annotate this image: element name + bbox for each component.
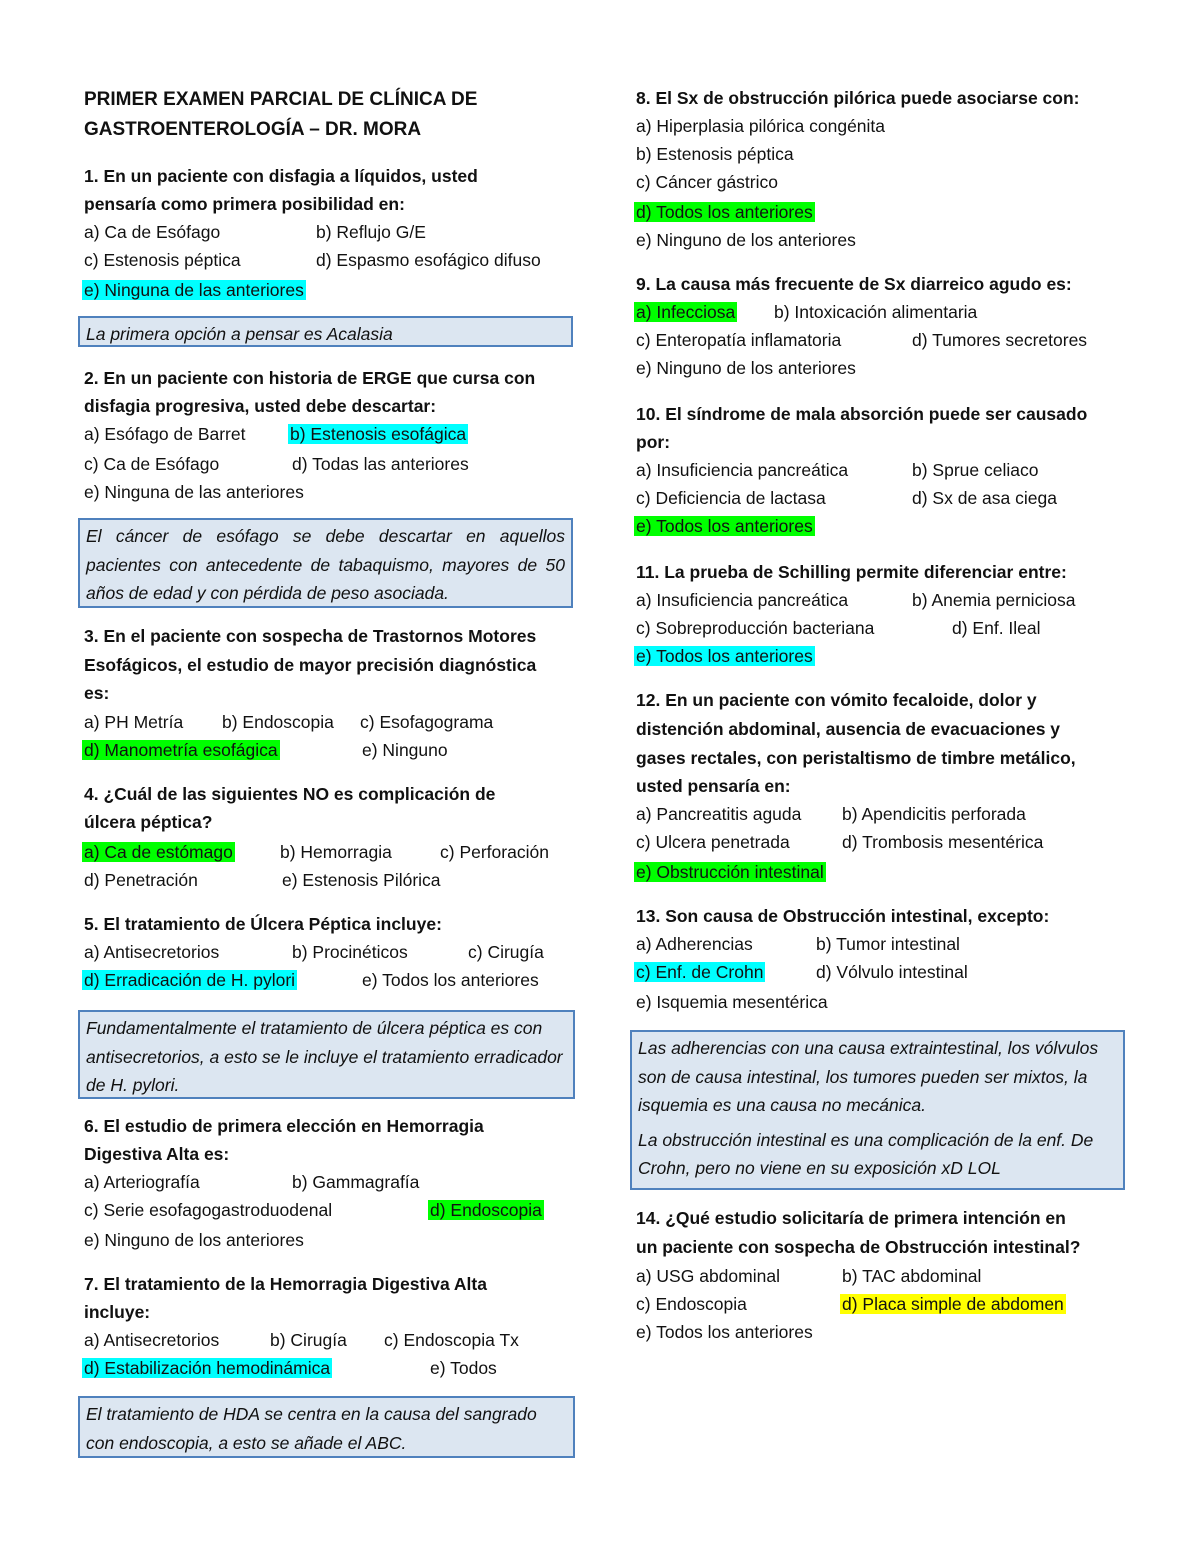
option-c: c) Endoscopia	[636, 1294, 747, 1314]
option-c: c) Serie esofagogastroduodenal	[84, 1200, 333, 1220]
question-stem: 11. La prueba de Schilling permite diferenciar entre:	[636, 562, 1067, 582]
question-stem: 5. El tratamiento de Úlcera Péptica incluye:	[84, 914, 442, 934]
option-b: b) Estenosis péptica	[636, 144, 794, 164]
option-c: c) Deficiencia de lactasa	[636, 488, 826, 508]
answer-highlight: a) Ca de estómago	[84, 842, 233, 862]
option-d	[428, 1196, 544, 1224]
question-stem: 1. En un paciente con disfagia a líquidos, usted	[84, 166, 478, 186]
option-d: d) Penetración	[84, 870, 198, 890]
option-c: c) Endoscopia Tx	[384, 1330, 519, 1350]
question-stem: por:	[636, 432, 671, 452]
option-e: e) Todos	[430, 1358, 497, 1378]
question-stem: 3. En el paciente con sospecha de Trastornos Motores	[84, 626, 537, 646]
option-b: b) Anemia perniciosa	[912, 590, 1076, 610]
explanation-note	[78, 518, 573, 608]
option-d	[82, 966, 297, 994]
option-b: b) Hemorragia	[280, 842, 392, 862]
option-e: e) Ninguna de las anteriores	[84, 482, 304, 502]
note-text: La primera opción a pensar es Acalasia	[86, 324, 393, 344]
option-a: a) USG abdominal	[636, 1266, 780, 1286]
question-stem: usted pensaría en:	[636, 776, 791, 796]
note-text: El tratamiento de HDA se centra en la causa del sangrado con endoscopia, a esto se añade el ABC.	[86, 1404, 537, 1453]
option-b: b) Cirugía	[270, 1330, 347, 1350]
option-c: c) Estenosis péptica	[84, 250, 241, 270]
question-stem: un paciente con sospecha de Obstrucción intestinal?	[636, 1237, 1081, 1257]
option-e: e) Ninguno de los anteriores	[636, 230, 856, 250]
option-a: a) Pancreatitis aguda	[636, 804, 802, 824]
answer-highlight: d) Endoscopia	[430, 1200, 542, 1220]
answer-highlight: c) Enf. de Crohn	[636, 962, 764, 982]
option-c: c) Perforación	[440, 842, 549, 862]
option-d: d) Tumores secretores	[912, 330, 1088, 350]
question-stem: 8. El Sx de obstrucción pilórica puede asociarse con:	[636, 88, 1080, 108]
option-c: c) Cirugía	[468, 942, 544, 962]
question-stem: Esofágicos, el estudio de mayor precisión diagnóstica	[84, 655, 537, 675]
option-d	[82, 736, 280, 764]
option-a: a) Insuficiencia pancreática	[636, 460, 849, 480]
option-c: c) Esofagograma	[360, 712, 494, 732]
option-a: a) Hiperplasia pilórica congénita	[636, 116, 886, 136]
answer-highlight: d) Erradicación de H. pylori	[84, 970, 296, 990]
option-e: e) Isquemia mesentérica	[636, 992, 828, 1012]
question-stem: 6. El estudio de primera elección en Hemorragia	[84, 1116, 484, 1136]
option-b: b) Procinéticos	[292, 942, 408, 962]
explanation-note	[78, 1010, 575, 1099]
question-stem: 7. El tratamiento de la Hemorragia Digestiva Alta	[84, 1274, 487, 1294]
question-stem: incluye:	[84, 1302, 151, 1322]
explanation-note	[78, 316, 573, 347]
option-c: c) Enteropatía inflamatoria	[636, 330, 842, 350]
question-stem: pensaría como primera posibilidad en:	[84, 194, 405, 214]
option-b: b) Tumor intestinal	[816, 934, 960, 954]
answer-highlight: d) Placa simple de abdomen	[842, 1294, 1064, 1314]
option-e: e) Estenosis Pilórica	[282, 870, 441, 890]
option-c	[634, 958, 765, 986]
option-b: b) Apendicitis perforada	[842, 804, 1026, 824]
question-stem: 4. ¿Cuál de las siguientes NO es complicación de	[84, 784, 496, 804]
option-e	[634, 858, 826, 886]
option-e: e) Ninguno	[362, 740, 448, 760]
option-b: b) Sprue celiaco	[912, 460, 1039, 480]
option-d: d) Enf. Ileal	[952, 618, 1041, 638]
question-stem: distención abdominal, ausencia de evacuaciones y	[636, 719, 1061, 739]
option-e: e) Todos los anteriores	[362, 970, 539, 990]
option-a: a) Insuficiencia pancreática	[636, 590, 849, 610]
option-e: e) Todos los anteriores	[636, 1322, 813, 1342]
option-d	[82, 1354, 332, 1382]
question-stem: 13. Son causa de Obstrucción intestinal, excepto:	[636, 906, 1050, 926]
option-d	[840, 1290, 1066, 1318]
option-d: d) Sx de asa ciega	[912, 488, 1057, 508]
option-a: a) Antisecretorios	[84, 1330, 220, 1350]
question-stem: 12. En un paciente con vómito fecaloide, dolor y	[636, 690, 1037, 710]
answer-highlight: e) Todos los anteriores	[636, 646, 813, 666]
note-text-2: La obstrucción intestinal es una complicación de la enf. De Crohn, pero no viene en su exposición xD LOL	[638, 1129, 1094, 1178]
page-title: PRIMER EXAMEN PARCIAL DE CLÍNICA DE	[84, 89, 478, 110]
question-stem: 2. En un paciente con historia de ERGE que cursa con	[84, 368, 536, 388]
question-stem: 9. La causa más frecuente de Sx diarreico agudo es:	[636, 274, 1072, 294]
page-subtitle: GASTROENTEROLOGÍA – DR. MORA	[84, 119, 422, 140]
option-b: b) Intoxicación alimentaria	[774, 302, 978, 322]
option-e	[634, 642, 815, 670]
question-stem: 14. ¿Qué estudio solicitaría de primera intención en	[636, 1208, 1066, 1228]
option-e	[82, 276, 306, 304]
option-b: b) Reflujo G/E	[316, 222, 426, 242]
option-e: e) Ninguno de los anteriores	[84, 1230, 304, 1250]
note-text: Fundamentalmente el tratamiento de úlcera péptica es con antisecretorios, a esto se le incluye el tratamiento erradicador de H. pylori.	[86, 1018, 563, 1095]
answer-highlight: e) Todos los anteriores	[636, 516, 813, 536]
option-a: a) Esófago de Barret	[84, 424, 246, 444]
answer-highlight: e) Obstrucción intestinal	[636, 862, 824, 882]
option-a: a) Ca de Esófago	[84, 222, 221, 242]
question-stem: Digestiva Alta es:	[84, 1144, 230, 1164]
question-stem: gases rectales, con peristaltismo de timbre metálico,	[636, 748, 1076, 768]
explanation-note	[78, 1396, 575, 1458]
option-a	[82, 838, 235, 866]
answer-highlight: b) Estenosis esofágica	[290, 424, 467, 444]
answer-highlight: d) Todos los anteriores	[636, 202, 813, 222]
option-a: a) Adherencias	[636, 934, 753, 954]
option-d	[634, 198, 815, 226]
question-stem: es:	[84, 683, 110, 703]
answer-highlight: a) Infecciosa	[636, 302, 736, 322]
question-stem: disfagia progresiva, usted debe descartar:	[84, 396, 437, 416]
option-a: a) Arteriografía	[84, 1172, 200, 1192]
option-b: b) Endoscopia	[222, 712, 334, 732]
option-d: d) Vólvulo intestinal	[816, 962, 968, 982]
option-e: e) Ninguno de los anteriores	[636, 358, 856, 378]
option-b: b) Gammagrafía	[292, 1172, 420, 1192]
option-d: d) Trombosis mesentérica	[842, 832, 1044, 852]
question-stem: 10. El síndrome de mala absorción puede ser causado	[636, 404, 1088, 424]
option-a: a) Antisecretorios	[84, 942, 220, 962]
option-d: d) Espasmo esofágico difuso	[316, 250, 541, 270]
note-text: El cáncer de esófago se debe descartar en aquellos pacientes con antecedente de tabaquismo, mayores de 50 años de edad y con pérdida de peso asociada.	[86, 526, 565, 603]
question-stem: úlcera péptica?	[84, 812, 213, 832]
option-b	[288, 420, 468, 448]
option-d: d) Todas las anteriores	[292, 454, 469, 474]
option-b: b) TAC abdominal	[842, 1266, 982, 1286]
option-c: c) Sobreproducción bacteriana	[636, 618, 875, 638]
answer-highlight: d) Manometría esofágica	[84, 740, 278, 760]
answer-highlight: d) Estabilización hemodinámica	[84, 1358, 331, 1378]
note-text: Las adherencias con una causa extraintestinal, los vólvulos son de causa intestinal, los tumores pueden ser mixtos, la isquemia es una causa no mecánica.	[638, 1038, 1099, 1115]
option-c: c) Cáncer gástrico	[636, 172, 778, 192]
option-e	[634, 512, 815, 540]
answer-highlight: e) Ninguna de las anteriores	[84, 280, 304, 300]
option-a	[634, 298, 737, 326]
option-a: a) PH Metría	[84, 712, 184, 732]
explanation-note	[630, 1030, 1125, 1190]
option-c: c) Ulcera penetrada	[636, 832, 790, 852]
option-c: c) Ca de Esófago	[84, 454, 220, 474]
